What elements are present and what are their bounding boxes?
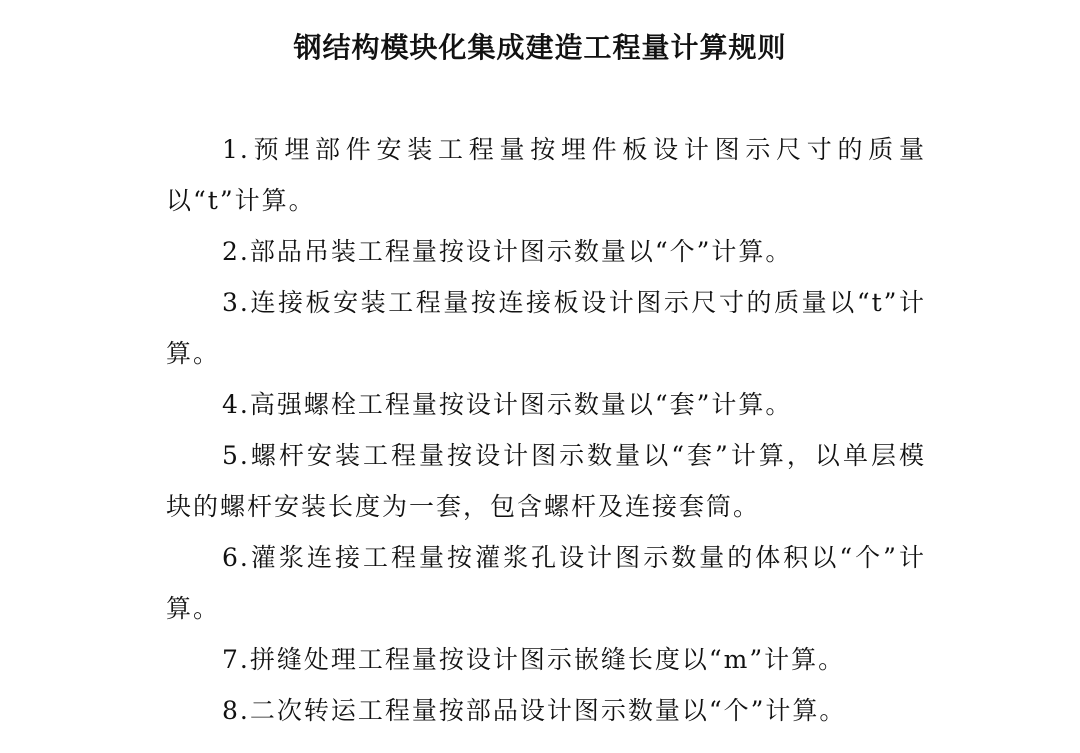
rule-text: 二次转运工程量按部品设计图示数量以“个”计算。 [249,696,847,725]
rule-number: 3. [222,288,250,317]
rule-item-8 [166,685,926,736]
rule-item-6 [166,532,926,634]
rule-number: 6. [222,543,250,572]
rule-number: 1. [222,135,250,164]
rule-text: 高强螺栓工程量按设计图示数量以“套”计算。 [249,390,793,419]
rule-text: 部品吊装工程量按设计图示数量以“个”计算。 [249,237,793,266]
rule-item-1 [166,124,926,226]
rule-item-7 [166,634,926,685]
rule-item-5 [166,430,926,532]
rule-text: 螺杆安装工程量按设计图示数量以“套”计算，以单层模块的螺杆安装长度为一套，包含螺杆及连接套筒。 [166,441,926,521]
rule-text: 连接板安装工程量按连接板设计图示尺寸的质量以“t”计算。 [166,288,926,368]
rule-item-3 [166,277,926,379]
rule-item-4 [166,379,926,430]
rule-text: 灌浆连接工程量按灌浆孔设计图示数量的体积以“个”计算。 [166,543,926,623]
document-title: 钢结构模块化集成建造工程量计算规则 [293,31,787,64]
rule-number: 8. [222,696,250,725]
rule-text: 拼缝处理工程量按设计图示嵌缝长度以“m”计算。 [249,645,846,674]
rule-item-2 [166,226,926,277]
rule-number: 5. [222,441,250,470]
rule-number: 7. [222,645,250,674]
rule-number: 4. [222,390,250,419]
rule-text: 预埋部件安装工程量按埋件板设计图示尺寸的质量以“t”计算。 [166,135,926,215]
rule-number: 2. [222,237,250,266]
rules-list [166,124,926,736]
